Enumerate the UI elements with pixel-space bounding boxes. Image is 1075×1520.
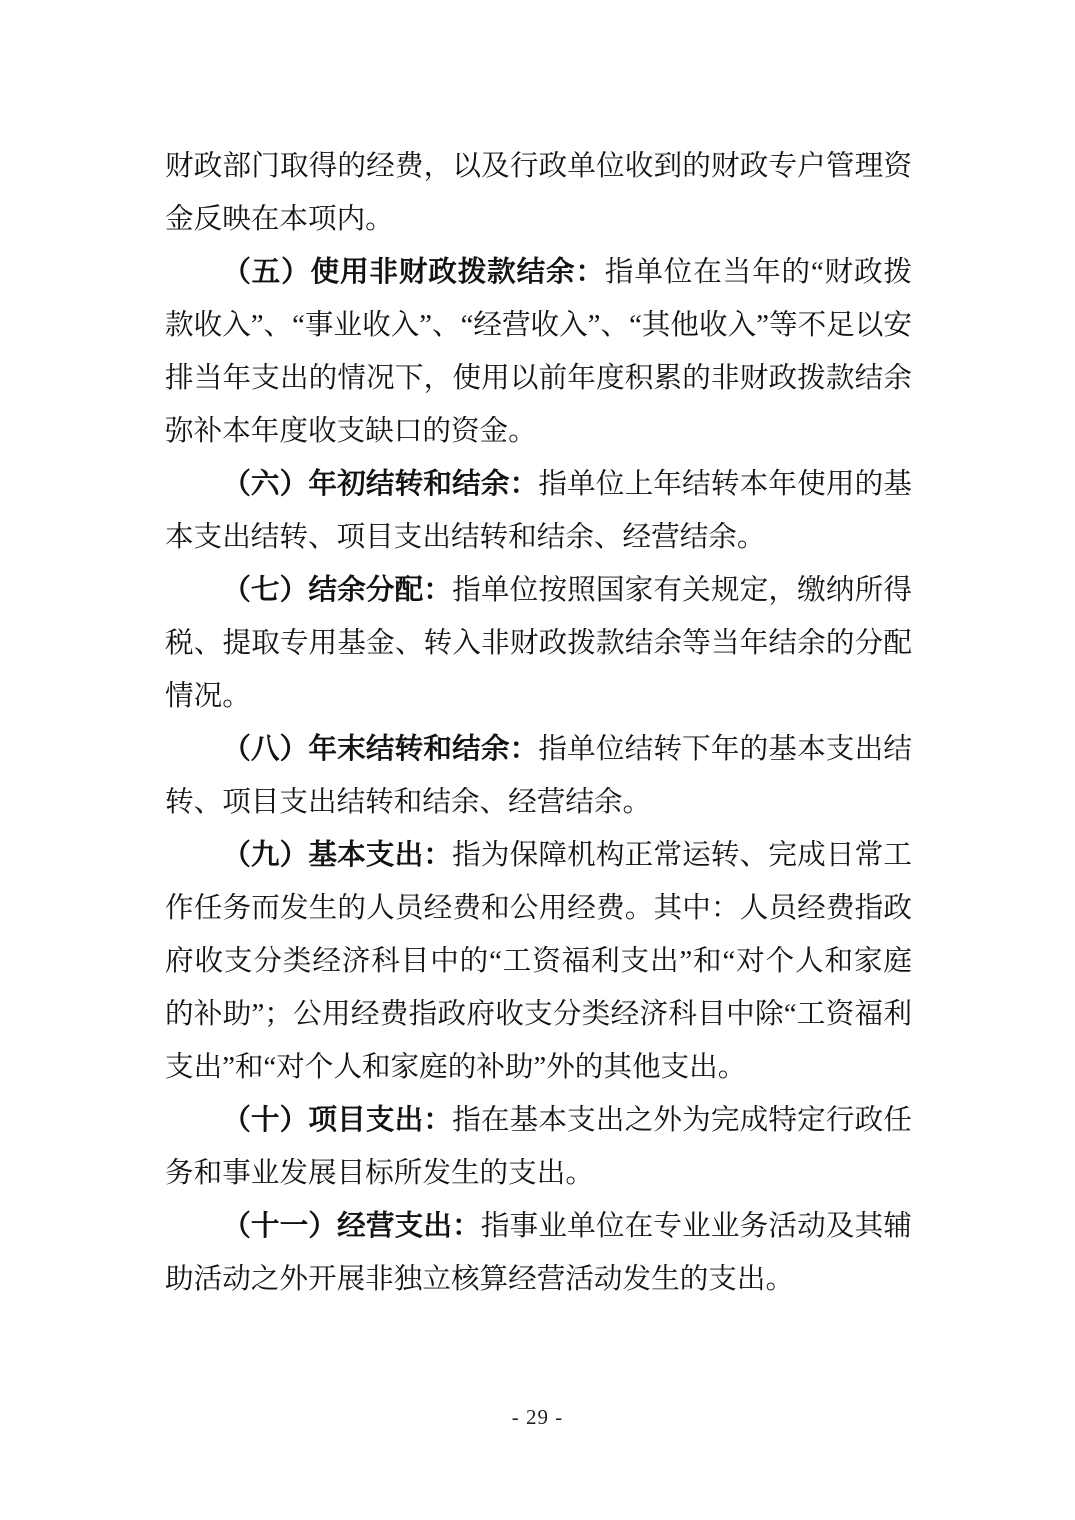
para-item-8 — [165, 723, 912, 829]
para-heading-text: （八）年末结转和结余： — [222, 734, 539, 765]
para-item-9 — [165, 829, 912, 1094]
para-body-text: 指事业单位在专业业务活动及其辅助活动之外开展非独立核算经营活动发生的支出。 — [165, 1211, 912, 1295]
para-body-text: 指为保障机构正常运转、完成日常工作任务而发生的人员经费和公用经费。其中：人员经费指政府收支分类经济科目中的“工资福利支出”和“对个人和家庭的补助”；公用经费指政府收支分类经济科目中除“工资福利支出”和“对个人和家庭的补助”外的其他支出。 — [165, 840, 912, 1083]
para-body-text: 指单位结转下年的基本支出结转、项目支出结转和结余、经营结余。 — [165, 734, 912, 818]
para-body-text: 指单位上年结转本年使用的基本支出结转、项目支出结转和结余、经营结余。 — [165, 469, 912, 553]
para-body-text: 指在基本支出之外为完成特定行政任务和事业发展目标所发生的支出。 — [165, 1105, 912, 1189]
para-item-6 — [165, 458, 912, 564]
para-item-10 — [165, 1094, 912, 1200]
para-continuation — [165, 140, 912, 246]
para-heading-text: （十一）经营支出： — [222, 1211, 481, 1242]
para-item-11 — [165, 1200, 912, 1306]
para-heading-text: （十）项目支出： — [222, 1105, 453, 1136]
para-body-text: 指单位在当年的“财政拨款收入”、“事业收入”、“经营收入”、“其他收入”等不足以安排当年支出的情况下，使用以前年度积累的非财政拨款结余弥补本年度收支缺口的资金。 — [165, 257, 912, 447]
page-number: - 29 - — [511, 1405, 564, 1429]
para-body-text: 指单位按照国家有关规定，缴纳所得税、提取专用基金、转入非财政拨款结余等当年结余的分配情况。 — [165, 575, 912, 712]
para-heading-text: （五）使用非财政拨款结余： — [222, 257, 605, 288]
para-heading-text: （九）基本支出： — [222, 840, 453, 871]
para-body-text: 财政部门取得的经费，以及行政单位收到的财政专户管理资金反映在本项内。 — [165, 151, 912, 235]
para-heading-text: （六）年初结转和结余： — [222, 469, 539, 500]
document-body — [165, 140, 912, 1306]
para-heading-text: （七）结余分配： — [222, 575, 453, 606]
para-item-7 — [165, 564, 912, 723]
para-item-5 — [165, 246, 912, 458]
